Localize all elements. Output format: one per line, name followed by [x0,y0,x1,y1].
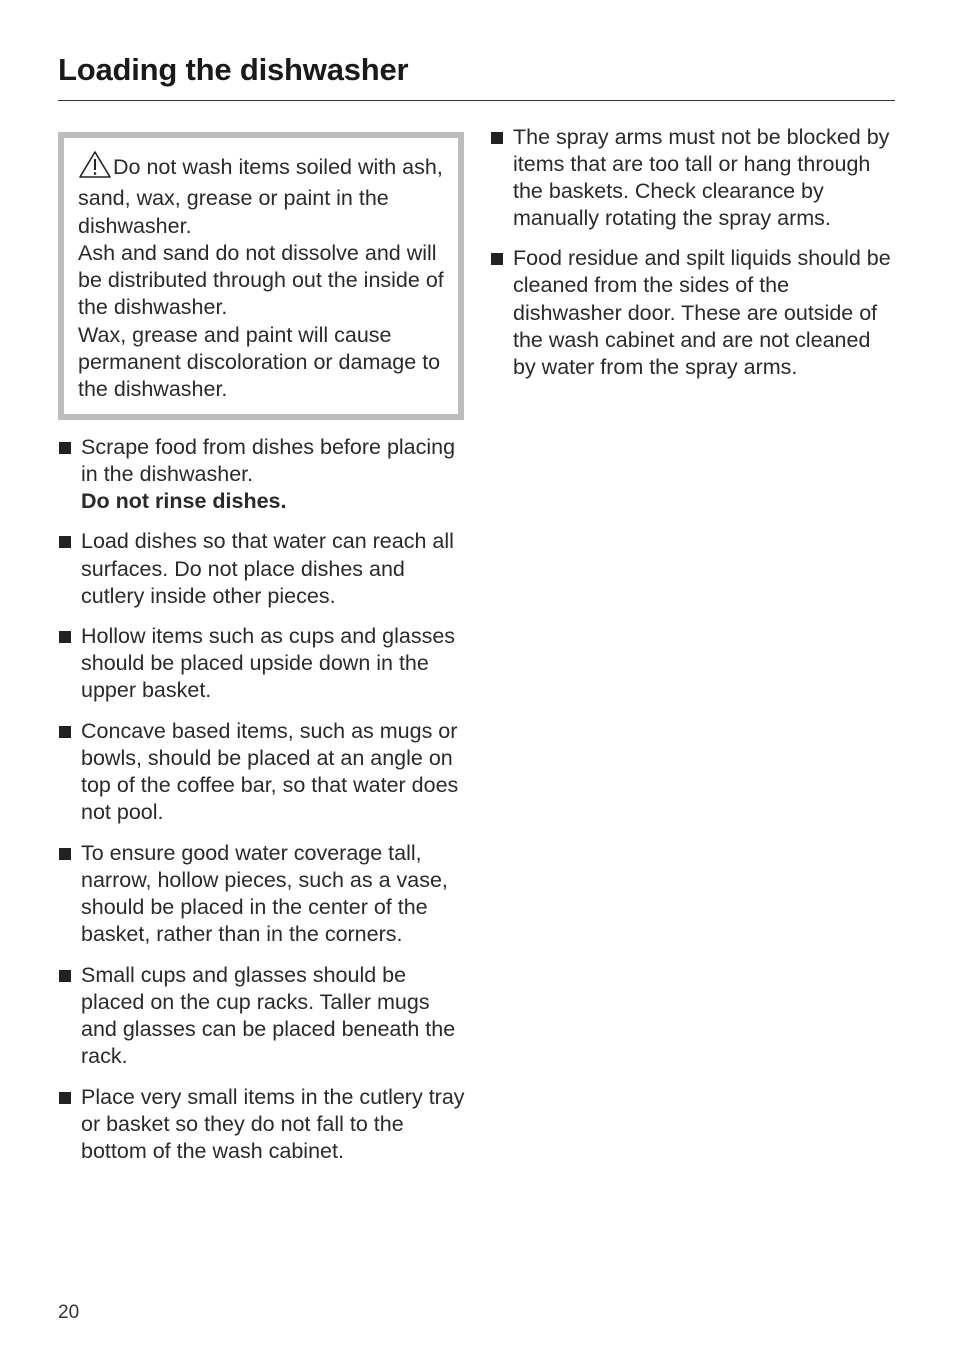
list-item [58,1084,465,1165]
bullet-square-icon [59,726,71,738]
warning-text [78,150,446,404]
list-item [58,623,465,704]
list-item-text: Hollow items such as cups and glasses should be placed upside down in the upper basket. [81,624,456,703]
page-title: Loading the dishwasher [58,52,409,87]
warning-paragraph-1 [78,150,446,240]
list-item [490,124,895,232]
bullet-square-icon [59,631,71,643]
warning-paragraph-2: Ash and sand do not dissolve and will be distributed through out the inside of the dishwasher. [78,240,444,320]
warning-paragraph-3: Wax, grease and paint will cause permanent discoloration or damage to the dishwasher. [78,322,441,402]
warning-box [58,132,464,420]
left-bullet-list [58,434,465,1165]
warning-paragraph-text: Do not wash items soiled with ash, sand, wax, grease or paint in the dishwasher. [78,155,443,238]
list-item-text: The spray arms must not be blocked by items that are too tall or hang through the baskets. Check clearance by manually rotating the spray arms. [513,125,890,231]
bullet-square-icon [59,970,71,982]
bullet-square-icon [59,1092,71,1104]
page-number: 20 [58,1302,80,1323]
list-item-text: Place very small items in the cutlery tray or basket so they do not fall to the bottom of the wash cabinet. [81,1084,465,1163]
left-column [58,132,465,1178]
right-column [490,124,895,394]
list-item-text: Concave based items, such as mugs or bowls, should be placed at an angle on top of the coffee bar, so that water does not pool. [81,719,459,825]
list-item [58,962,465,1070]
bullet-square-icon [59,848,71,860]
list-item-text: Food residue and spilt liquids should be cleaned from the sides of the dishwasher door. These are outside of the wash cabinet and are not cleaned by water from the spray arms. [513,246,891,379]
title-divider [58,100,895,101]
list-item-text: Small cups and glasses should be placed on the cup racks. Taller mugs and glasses can be placed beneath the rack. [81,962,456,1069]
bullet-square-icon [59,536,71,548]
warning-triangle-icon [78,150,112,185]
list-item-text: Scrape food from dishes before placing in the dishwasher. [81,434,456,486]
list-item-text: To ensure good water coverage tall, narrow, hollow pieces, such as a vase, should be placed in the center of the basket, rather than in the corners. [81,840,448,947]
right-bullet-list [490,124,895,381]
bullet-square-icon [491,132,503,144]
list-item-bold-text: Do not rinse dishes. [81,488,287,513]
list-item [490,245,895,380]
list-item [58,528,465,609]
bullet-square-icon [59,442,71,454]
bullet-square-icon [491,253,503,265]
list-item-text: Load dishes so that water can reach all surfaces. Do not place dishes and cutlery inside other pieces. [81,529,454,608]
list-item [58,840,465,948]
list-item [58,434,465,515]
list-item [58,718,465,826]
